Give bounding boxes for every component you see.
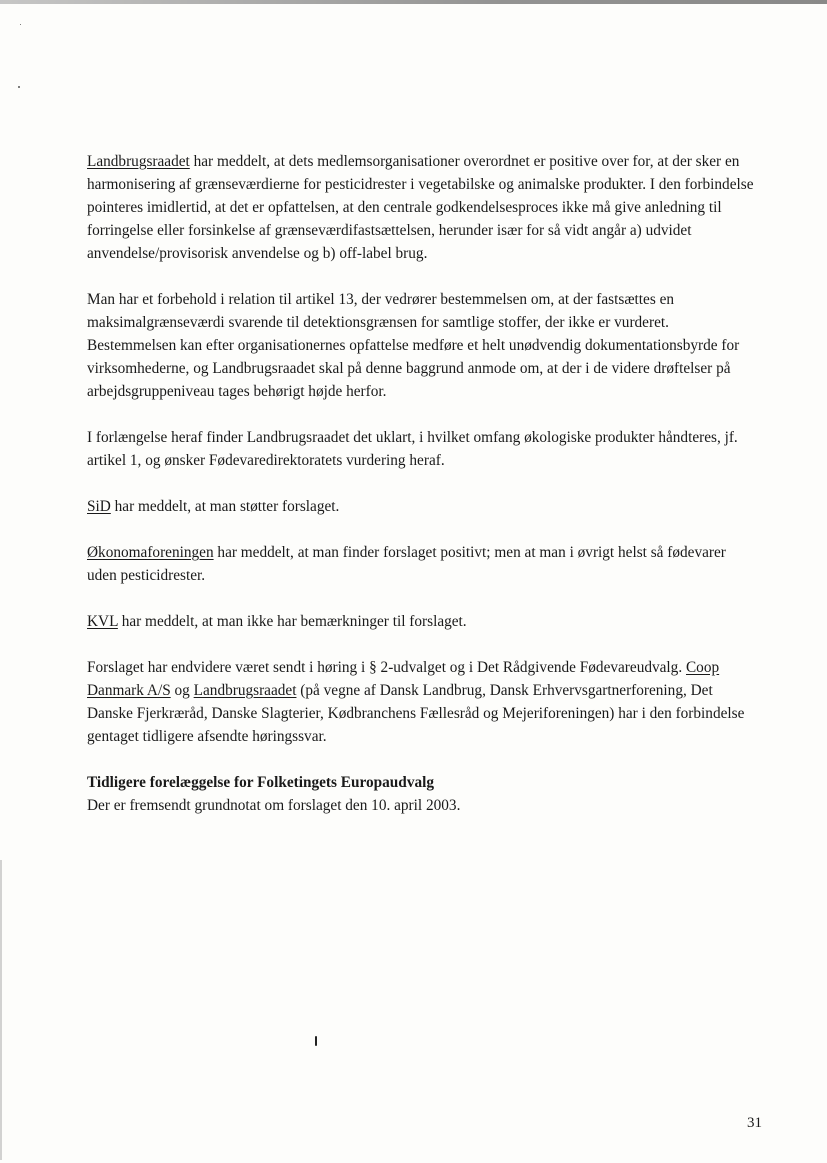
paragraph-kvl	[87, 610, 759, 633]
paragraph-horing	[87, 656, 759, 748]
scan-edge-left	[0, 860, 2, 1160]
paragraph-text: har meddelt, at man ikke har bemærkninger til forslaget.	[117, 613, 467, 630]
paragraph-text: og	[170, 682, 194, 699]
org-name: Landbrugsraadet	[87, 153, 190, 170]
section-tidligere-forelaeggelse	[87, 771, 759, 817]
page-number: 31	[747, 1115, 762, 1131]
org-name: SiD	[87, 498, 111, 515]
scan-speck	[18, 86, 20, 88]
paragraph-text: Forslaget har endvidere været sendt i høring i § 2-udvalget og i Det Rådgivende Fødevareudvalg.	[87, 659, 686, 676]
scan-speck	[20, 24, 21, 25]
paragraph-text: har meddelt, at man støtter forslaget.	[110, 498, 340, 515]
scan-edge-top	[0, 0, 827, 4]
paragraph-forbehold	[87, 288, 759, 403]
paragraph-sid	[87, 495, 759, 518]
paragraph-text: (på vegne af Dansk Landbrug, Dansk Erhvervsgartnerforening, Det Danske Fjerkræråd, Danske Slagterier, Kødbranchens Fællesråd og Mejeriforeningen) har i den forbindelse gentaget tidligere afsendte høringssvar.	[87, 682, 745, 745]
paragraph-landbrugsraadet	[87, 150, 759, 265]
paragraph-okonomaforeningen	[87, 541, 759, 587]
document-body	[87, 150, 759, 817]
paragraph-text: har meddelt, at man finder forslaget positivt; men at man i øvrigt helst så fødevarer uden pesticidrester.	[87, 544, 726, 584]
org-name: KVL	[87, 613, 118, 630]
paragraph-text: Man har et forbehold i relation til artikel 13, der vedrører bestemmelsen om, at der fastsættes en maksimalgrænseværdi svarende til detektionsgrænsen for samtlige stoffer, der ikke er vurderet. Bestemmelsen kan efter organisationernes opfattelse medføre et helt unødvendig dokumentationsbyrde for virksomhederne, og Landbrugsraadet skal på denne baggrund anmode om, at der i de videre drøftelser på arbejdsgruppeniveau tages behørigt højde herfor.	[87, 291, 740, 400]
org-name: Coop Danmark A/S	[87, 659, 720, 699]
org-name: Landbrugsraadet	[193, 682, 297, 699]
org-name: Økonomaforeningen	[87, 544, 214, 561]
paragraph-okologiske	[87, 426, 759, 472]
section-heading: Tidligere forelæggelse for Folketingets Europaudvalg	[87, 774, 435, 791]
scan-speck	[315, 1036, 317, 1046]
paragraph-text: har meddelt, at dets medlemsorganisationer overordnet er positive over for, at der sker en harmonisering af grænseværdierne for pesticidrester i vegetabilske og animalske produkter. I den forbindelse pointeres imidlertid, at det er opfattelsen, at den centrale godkendelsesproces ikke må give anledning til forringelse eller forsinkelse af grænseværdifastsættelsen, herunder især for så vidt angår a) udvidet anvendelse/provisorisk anvendelse og b) off-label brug.	[87, 153, 754, 262]
paragraph-text: I forlængelse heraf finder Landbrugsraadet det uklart, i hvilket omfang økologiske produkter håndteres, jf. artikel 1, og ønsker Fødevaredirektoratets vurdering heraf.	[87, 429, 738, 469]
section-text: Der er fremsendt grundnotat om forslaget den 10. april 2003.	[87, 797, 461, 814]
